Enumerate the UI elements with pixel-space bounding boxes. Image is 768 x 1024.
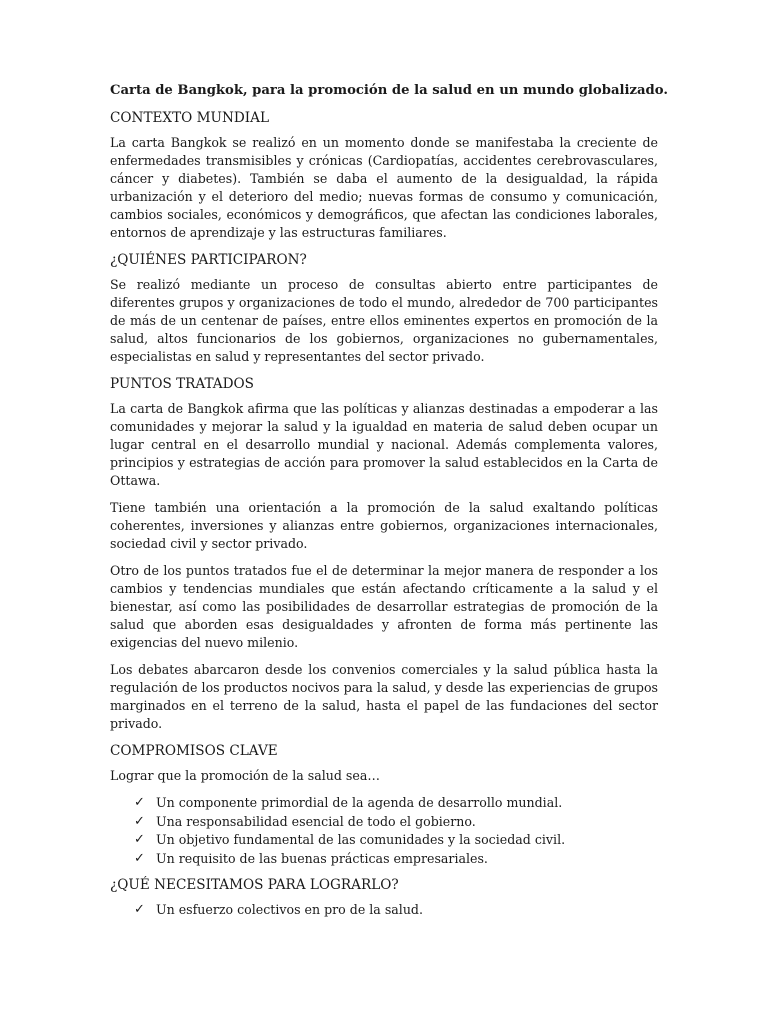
heading-compromisos-clave: COMPROMISOS CLAVE <box>110 743 278 759</box>
list-item-text: Un objetivo fundamental de las comunidades y la sociedad civil. <box>156 832 566 847</box>
necesitamos-checklist <box>110 901 658 920</box>
compromisos-checklist <box>110 794 658 868</box>
document-title: Carta de Bangkok, para la promoción de la salud en un mundo globalizado. <box>110 83 668 98</box>
paragraph-puntos-3: Otro de los puntos tratados fue el de determinar la mejor manera de responder a los cambios y tendencias mundiales que están afectando críticamente a la salud y el bienestar, así como las posibilidades de desarrollar estrategias de promoción de la salud que aborden esas desigualdades y afronten de forma más pertinente las exigencias del nuevo milenio. <box>110 563 658 650</box>
heading-contexto-mundial: CONTEXTO MUNDIAL <box>110 110 270 126</box>
paragraph-quienes: Se realizó mediante un proceso de consultas abierto entre participantes de diferentes grupos y organizaciones de todo el mundo, alrededor de 700 participantes de más de un centenar de países, entre ellos eminentes expertos en promoción de la salud, altos funcionarios de los gobiernos, organizaciones no gubernamentales, especialistas en salud y representantes del sector privado. <box>110 277 658 364</box>
heading-puntos-tratados: PUNTOS TRATADOS <box>110 376 254 392</box>
paragraph-puntos-1: La carta de Bangkok afirma que las políticas y alianzas destinadas a empoderar a las comunidades y mejorar la salud y la igualdad en materia de salud deben ocupar un lugar central en el desarrollo mundial y nacional. Además complementa valores, principios y estrategias de acción para promover la salud establecidos en la Carta de Ottawa. <box>110 401 658 488</box>
checkmark-icon: ✓ <box>134 902 145 917</box>
checkmark-icon: ✓ <box>134 795 145 810</box>
list-item <box>134 850 658 869</box>
paragraph-compromisos-intro: Lograr que la promoción de la salud sea… <box>110 768 380 783</box>
list-item-text: Una responsabilidad esencial de todo el gobierno. <box>156 813 476 829</box>
checkmark-icon: ✓ <box>134 850 145 866</box>
paragraph-puntos-2: Tiene también una orientación a la promoción de la salud exaltando políticas coherentes, inversiones y alianzas entre gobiernos, organizaciones internacionales, sociedad civil y sector privado. <box>110 500 658 551</box>
list-item <box>134 794 658 813</box>
paragraph-contexto: La carta Bangkok se realizó en un momento donde se manifestaba la creciente de enfermedades transmisibles y crónicas (Cardiopatías, accidentes cerebrovasculares, cáncer y diabetes). También se daba el aumento de la desigualdad, la rápida urbanización y el deterioro del medio; nuevas formas de consumo y comunicación, cambios sociales, económicos y demográficos, que afectan las condiciones laborales, entornos de aprendizaje y las estructuras familiares. <box>110 135 658 240</box>
checkmark-icon: ✓ <box>134 832 145 847</box>
list-item <box>134 813 658 832</box>
heading-quienes-participaron: ¿QUIÉNES PARTICIPARON? <box>110 252 307 268</box>
list-item-text: Un esfuerzo colectivos en pro de la salud. <box>156 902 423 917</box>
paragraph-puntos-4: Los debates abarcaron desde los convenios comerciales y la salud pública hasta la regulación de los productos nocivos para la salud, y desde las experiencias de grupos marginados en el terreno de la salud, hasta el papel de las fundaciones del sector privado. <box>110 662 658 731</box>
heading-que-necesitamos: ¿QUÉ NECESITAMOS PARA LOGRARLO? <box>110 877 399 893</box>
checkmark-icon: ✓ <box>134 813 145 829</box>
list-item <box>134 831 658 850</box>
list-item <box>134 901 658 920</box>
document-page <box>110 82 668 928</box>
list-item-text: Un componente primordial de la agenda de desarrollo mundial. <box>156 795 563 810</box>
list-item-text: Un requisito de las buenas prácticas empresariales. <box>156 850 488 866</box>
